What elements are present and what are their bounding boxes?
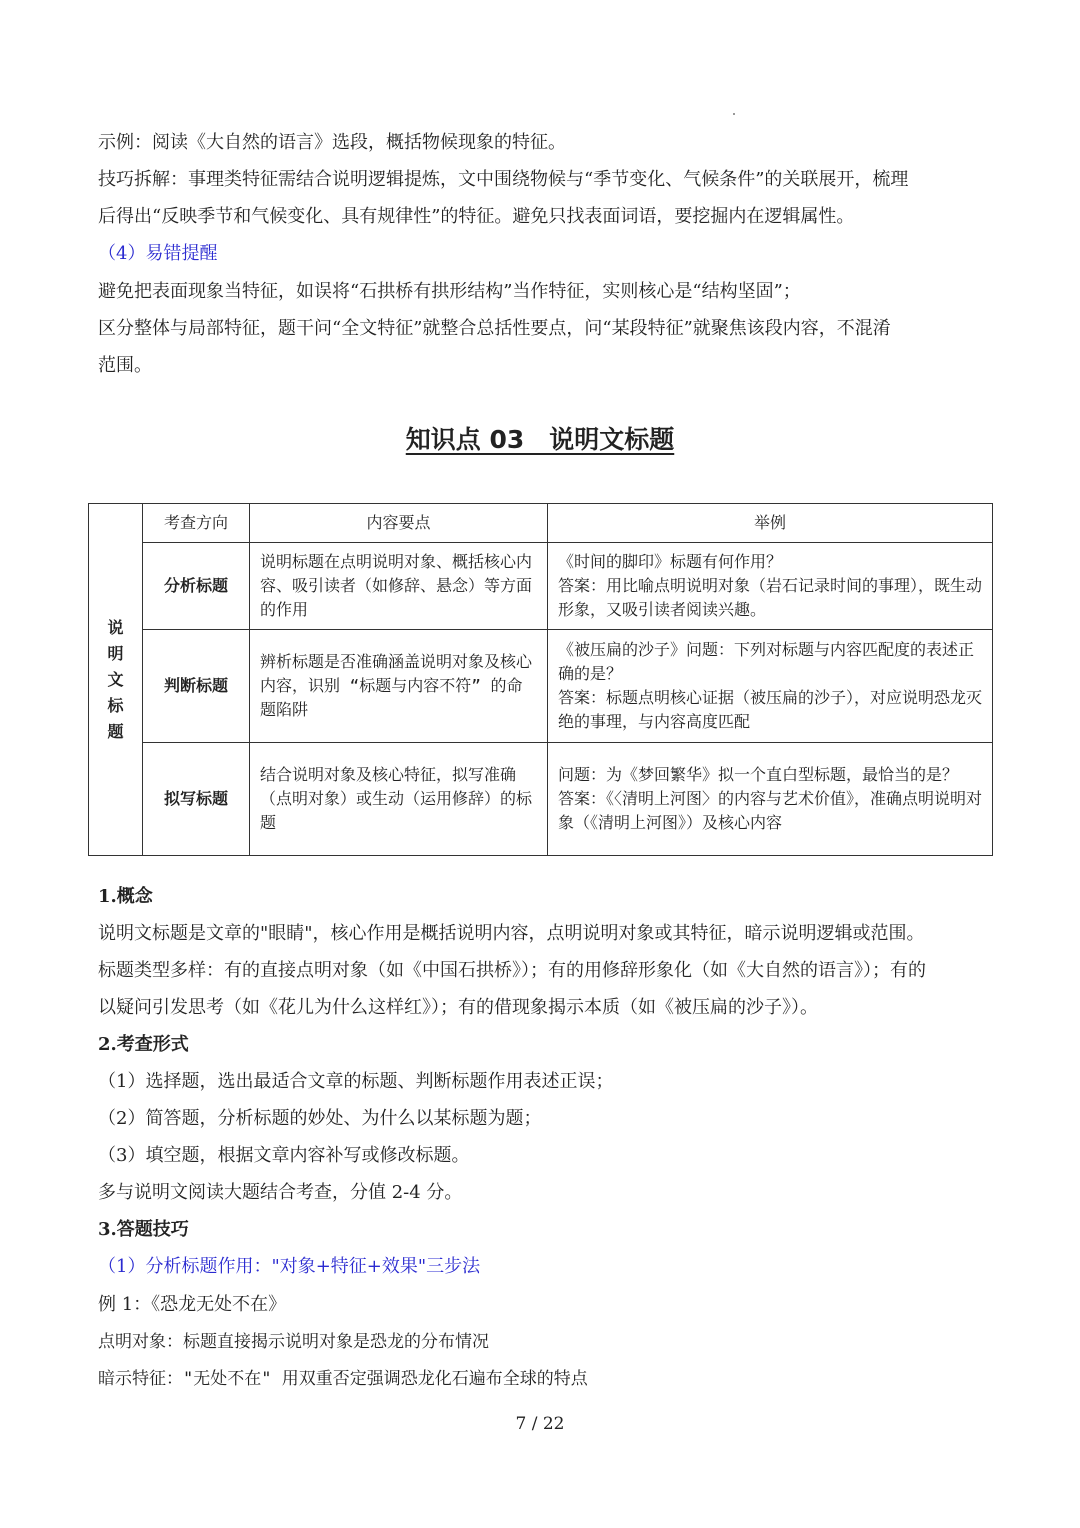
table-row <box>89 543 993 630</box>
header-points: 内容要点 <box>250 504 548 543</box>
row-example: 《被压扁的沙子》问题：下列对标题与内容匹配度的表述正确的是？ 答案：标题点明核心证据（被压扁的沙子），对应说明恐龙灭绝的事理，与内容高度匹配 <box>548 630 993 743</box>
table-row <box>89 630 993 743</box>
table-row <box>89 743 993 856</box>
concept-line-1: 说明文标题是文章的"眼睛"，核心作用是概括说明内容，点明说明对象或其特征，暗示说明逻辑或范围。 <box>98 923 925 944</box>
exam-form-note: 多与说明文阅读大题结合考查，分值 2-4 分。 <box>98 1182 463 1203</box>
example-title-line: 例 1：《恐龙无处不在》 <box>98 1294 287 1315</box>
row-example: 问题：为《梦回繁华》拟一个直白型标题，最恰当的是？ 答案：《〈清明上河图〉的内容与艺术价值》，准确点明说明对象（《清明上河图》）及核心内容 <box>548 743 993 856</box>
row-points: 辨析标题是否准确涵盖说明对象及核心内容，识别 “标题与内容不符” 的命题陷阱 <box>250 630 548 743</box>
row-points: 结合说明对象及核心特征，拟写准确（点明对象）或生动（运用修辞）的标题 <box>250 743 548 856</box>
reminder-line-1: 避免把表面现象当特征，如误将“石拱桥有拱形结构”当作特征，实则核心是“结构坚固”； <box>98 281 801 302</box>
technique-line-2: 后得出“反映季节和气候变化、具有规律性”的特征。避免只找表面词语，要挖掘内在逻辑属性。 <box>98 206 855 227</box>
exam-form-item-1: （1）选择题，选出最适合文章的标题、判断标题作用表述正误； <box>98 1071 614 1092</box>
exam-form-heading: 2.考查形式 <box>98 1034 189 1055</box>
section-title-text: 知识点 03 说明文标题 <box>405 425 675 454</box>
row-direction: 分析标题 <box>143 543 250 630</box>
concept-heading: 1.概念 <box>98 886 153 907</box>
error-reminder-heading: （4）易错提醒 <box>98 243 218 264</box>
technique-heading: 3.答题技巧 <box>98 1219 189 1240</box>
exam-form-item-2: （2）简答题，分析标题的妙处、为什么以某标题为题； <box>98 1108 542 1129</box>
row-direction: 判断标题 <box>143 630 250 743</box>
technique-line-1: 技巧拆解：事理类特征需结合说明逻辑提炼，文中围绕物候与“季节变化、气候条件”的关联展开，梳理 <box>98 169 909 190</box>
reminder-line-3: 范围。 <box>98 355 152 376</box>
section-title <box>0 420 1080 456</box>
example-line: 示例：阅读《大自然的语言》选段，概括物候现象的特征。 <box>98 132 566 153</box>
example-feature-line: 暗示特征："无处不在" 用双重否定强调恐龙化石遍布全球的特点 <box>98 1369 588 1389</box>
scan-speck <box>733 113 735 115</box>
technique-subheading: （1）分析标题作用："对象+特征+效果"三步法 <box>98 1256 481 1277</box>
row-points: 说明标题在点明说明对象、概括核心内容、吸引读者（如修辞、悬念）等方面的作用 <box>250 543 548 630</box>
reminder-line-2: 区分整体与局部特征，题干问“全文特征”就整合总括性要点，问“某段特征”就聚焦该段内容，不混淆 <box>98 318 891 339</box>
header-example: 举例 <box>548 504 993 543</box>
exam-form-item-3: （3）填空题，根据文章内容补写或修改标题。 <box>98 1145 470 1166</box>
table-side-label: 说明文标题 <box>89 504 143 856</box>
row-direction: 拟写标题 <box>143 743 250 856</box>
table-header-row <box>89 504 993 543</box>
row-example: 《时间的脚印》标题有何作用？ 答案：用比喻点明说明对象（岩石记录时间的事理），既生动形象，又吸引读者阅读兴趣。 <box>548 543 993 630</box>
knowledge-table <box>88 503 993 856</box>
example-object-line: 点明对象：标题直接揭示说明对象是恐龙的分布情况 <box>98 1332 489 1352</box>
concept-line-3: 以疑问引发思考（如《花儿为什么这样红》）；有的借现象揭示本质（如《被压扁的沙子》）。 <box>98 997 818 1018</box>
concept-line-2: 标题类型多样：有的直接点明对象（如《中国石拱桥》）；有的用修辞形象化（如《大自然的语言》）；有的 <box>98 960 926 981</box>
page-number: 7 / 22 <box>515 1414 565 1434</box>
header-direction: 考查方向 <box>143 504 250 543</box>
